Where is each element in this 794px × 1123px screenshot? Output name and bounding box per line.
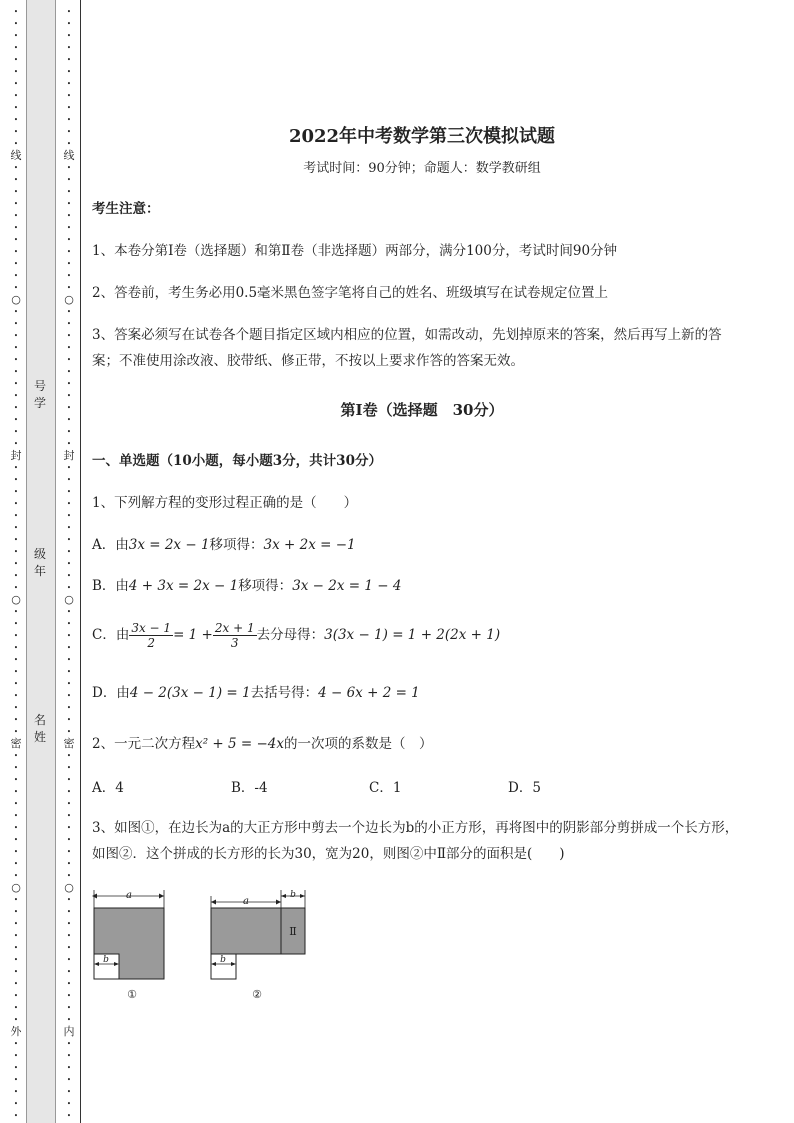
binding-dot: • — [66, 776, 72, 784]
binding-dot: • — [13, 908, 19, 916]
q1-option-a — [92, 532, 356, 558]
binding-dot: • — [13, 32, 19, 40]
binding-dot: • — [66, 476, 72, 484]
binding-dot: • — [13, 380, 19, 388]
q1-a-equation: 3x = 2x − 1 — [128, 537, 210, 553]
fig2-label-a: a — [243, 896, 249, 907]
binding-dot: • — [13, 668, 19, 676]
binding-dot: • — [66, 836, 72, 844]
binding-dot: • — [66, 656, 72, 664]
q1-a-prefix: A．由 — [92, 537, 129, 553]
binding-dot: • — [13, 512, 19, 520]
binding-dot: • — [66, 932, 72, 940]
binding-dot: • — [13, 176, 19, 184]
binding-dot: • — [66, 8, 72, 16]
exam-subtitle: 考试时间：90分钟；命题人：数学教研组 — [303, 161, 541, 176]
binding-dot: • — [66, 1076, 72, 1084]
binding-dot: • — [13, 692, 19, 700]
binding-dot: • — [66, 320, 72, 328]
binding-dot: • — [13, 500, 19, 508]
binding-dot: • — [66, 20, 72, 28]
binding-dot: • — [66, 488, 72, 496]
binding-dot: • — [66, 392, 72, 400]
binding-dot: • — [66, 1004, 72, 1012]
binding-dot: • — [13, 488, 19, 496]
binding-dot: • — [66, 704, 72, 712]
binding-dot: • — [13, 788, 19, 796]
binding-dot: • — [66, 1064, 72, 1072]
binding-dot: • — [13, 248, 19, 256]
binding-dot: • — [13, 764, 19, 772]
binding-dot: • — [66, 56, 72, 64]
binding-dot: • — [66, 548, 72, 556]
binding-dot: • — [13, 416, 19, 424]
binding-dot: • — [66, 200, 72, 208]
binding-dot: • — [13, 536, 19, 544]
q3-stem: 3、如图①，在边长为a的大正方形中剪去一个边长为b的小正方形，再将图中的阴影部分剪拼成一个长方形，如图②．这个拼成的长方形的长为30，宽为20，则图②中Ⅱ部分的面积是( ) — [92, 820, 739, 862]
binding-dot: • — [66, 608, 72, 616]
binding-dot: • — [66, 512, 72, 520]
binding-mark: ○ — [11, 881, 21, 894]
binding-dot: • — [13, 140, 19, 148]
q1-b-equation: 4 + 3x = 2x − 1 — [128, 578, 239, 594]
binding-dot: • — [13, 584, 19, 592]
q2-equation: x² + 5 = −4x — [195, 736, 285, 752]
binding-mark: ○ — [64, 293, 74, 306]
fig2-label-b-small: b — [220, 955, 226, 965]
binding-dot: • — [66, 140, 72, 148]
margin-divider — [80, 0, 81, 1123]
fig2-caption: ② — [252, 988, 262, 1001]
binding-dot: • — [66, 104, 72, 112]
binding-dot: • — [66, 956, 72, 964]
binding-dot: • — [66, 920, 72, 928]
binding-dot: • — [13, 956, 19, 964]
binding-dot: • — [13, 260, 19, 268]
binding-dot: • — [66, 212, 72, 220]
binding-dot: • — [13, 632, 19, 640]
binding-dot: • — [13, 800, 19, 808]
binding-dot: • — [66, 80, 72, 88]
binding-dot: • — [66, 236, 72, 244]
q1-d-prefix: D．由 — [92, 685, 130, 701]
binding-dot: • — [66, 716, 72, 724]
binding-dot: • — [66, 572, 72, 580]
binding-dot: • — [13, 332, 19, 340]
notes-heading: 考生注意： — [92, 201, 160, 217]
binding-dot: • — [66, 692, 72, 700]
binding-dot: • — [66, 272, 72, 280]
q3-figures — [92, 888, 322, 1008]
binding-mark: 外 — [10, 1025, 22, 1038]
binding-dot: • — [13, 164, 19, 172]
q1-option-b — [92, 573, 401, 599]
binding-dot: • — [66, 368, 72, 376]
binding-dot: • — [66, 416, 72, 424]
binding-dot: • — [66, 188, 72, 196]
binding-dot: • — [66, 908, 72, 916]
binding-dot: • — [13, 1088, 19, 1096]
binding-dot: • — [66, 788, 72, 796]
binding-dot: • — [13, 8, 19, 16]
binding-dot: • — [66, 752, 72, 760]
binding-dot: • — [66, 524, 72, 532]
binding-dot: • — [13, 80, 19, 88]
q1-b-step: 移项得： — [238, 578, 293, 594]
binding-dot: • — [66, 248, 72, 256]
binding-dot: • — [66, 44, 72, 52]
binding-dot: • — [13, 344, 19, 352]
binding-dot: • — [66, 860, 72, 868]
binding-mark: ○ — [64, 593, 74, 606]
q2-stem-prefix: 2、一元二次方程 — [92, 736, 196, 752]
binding-dot: • — [13, 368, 19, 376]
binding-dot: • — [13, 128, 19, 136]
binding-dot: • — [66, 440, 72, 448]
binding-mark: 密 — [63, 737, 75, 750]
binding-dot: • — [13, 464, 19, 472]
binding-mark: 密 — [10, 737, 22, 750]
binding-dot: • — [13, 440, 19, 448]
binding-dot: • — [13, 1076, 19, 1084]
binding-mark: 内 — [63, 1025, 75, 1038]
binding-dot: • — [13, 284, 19, 292]
section-title: 第Ⅰ卷（选择题 30分） — [340, 401, 504, 419]
binding-dot: • — [13, 44, 19, 52]
q1-d-result: 4 − 6x + 2 = 1 — [318, 685, 420, 701]
binding-dot: • — [66, 680, 72, 688]
binding-dot: • — [13, 56, 19, 64]
binding-dot: • — [13, 92, 19, 100]
binding-dot: • — [66, 260, 72, 268]
field-char: 名 — [33, 713, 46, 727]
binding-dot: • — [13, 224, 19, 232]
binding-dot: • — [13, 872, 19, 880]
q1-option-d — [92, 680, 420, 706]
binding-dot: • — [66, 308, 72, 316]
binding-dot: • — [13, 392, 19, 400]
binding-dot: • — [13, 524, 19, 532]
binding-dot: • — [13, 608, 19, 616]
q1-a-result: 3x + 2x = −1 — [263, 537, 356, 553]
binding-mark: ○ — [11, 293, 21, 306]
binding-dot: • — [13, 644, 19, 652]
binding-dot: • — [13, 1016, 19, 1024]
binding-dot: • — [66, 620, 72, 628]
binding-dot: • — [66, 500, 72, 508]
fraction-numerator: 3x − 1 — [131, 621, 172, 635]
q1-c-prefix: C．由 — [92, 627, 130, 643]
binding-mark: ○ — [11, 593, 21, 606]
binding-dot: • — [66, 224, 72, 232]
binding-dot: • — [66, 92, 72, 100]
binding-dot: • — [66, 536, 72, 544]
binding-dot: • — [13, 944, 19, 952]
binding-dot: • — [13, 704, 19, 712]
field-name — [30, 712, 50, 746]
binding-dot: • — [66, 812, 72, 820]
binding-dot: • — [66, 800, 72, 808]
binding-dot: • — [13, 812, 19, 820]
binding-dot: • — [66, 1040, 72, 1048]
q2-stem — [92, 731, 433, 757]
binding-dot: • — [13, 1112, 19, 1120]
q2-option-a: A．4 — [92, 780, 124, 796]
q1-b-result: 3x − 2x = 1 − 4 — [292, 578, 402, 594]
binding-dot: • — [66, 632, 72, 640]
fraction-denominator: 3 — [230, 636, 239, 650]
binding-dot: • — [13, 572, 19, 580]
q2-option-c: C．1 — [369, 780, 402, 796]
binding-dot: • — [13, 680, 19, 688]
binding-dot: • — [66, 176, 72, 184]
binding-dot: • — [13, 272, 19, 280]
binding-dot: • — [13, 728, 19, 736]
q1-d-equation: 4 − 2(3x − 1) = 1 — [129, 685, 251, 701]
binding-dot: • — [13, 1064, 19, 1072]
figure-1 — [92, 890, 164, 1001]
binding-dot: • — [13, 236, 19, 244]
q2-option-d: D．5 — [508, 780, 541, 796]
binding-dot: • — [13, 560, 19, 568]
binding-dot: • — [66, 992, 72, 1000]
q1-c-fraction-2 — [213, 621, 257, 650]
binding-dot: • — [66, 1052, 72, 1060]
q1-option-c — [92, 618, 500, 652]
binding-dot: • — [13, 320, 19, 328]
binding-dot: • — [66, 380, 72, 388]
note-1: 1、本卷分第Ⅰ卷（选择题）和第Ⅱ卷（非选择题）两部分，满分100分，考试时间90分钟 — [92, 243, 618, 259]
fig2-part-label: Ⅱ — [289, 925, 297, 938]
field-char: 年 — [33, 564, 46, 578]
binding-mark: 线 — [10, 149, 22, 162]
binding-dot: • — [66, 668, 72, 676]
binding-dot: • — [13, 476, 19, 484]
q1-c-step: 去分母得： — [256, 627, 325, 643]
fig1-caption: ① — [127, 988, 137, 1001]
binding-dot: • — [13, 848, 19, 856]
binding-dot: • — [13, 20, 19, 28]
binding-dot: • — [13, 776, 19, 784]
field-char: 级 — [33, 547, 46, 561]
binding-dot: • — [66, 728, 72, 736]
binding-dot: • — [66, 980, 72, 988]
binding-dot: • — [13, 824, 19, 832]
binding-dot: • — [66, 1088, 72, 1096]
binding-dot: • — [13, 992, 19, 1000]
binding-dot: • — [13, 980, 19, 988]
binding-dot: • — [66, 944, 72, 952]
field-char: 姓 — [33, 730, 46, 744]
q1-b-prefix: B．由 — [92, 578, 129, 594]
binding-dot: • — [66, 356, 72, 364]
binding-dot: • — [13, 200, 19, 208]
q1-a-step: 移项得： — [209, 537, 264, 553]
figure-2 — [211, 890, 305, 1001]
binding-dot: • — [13, 716, 19, 724]
q1-c-fraction-1 — [129, 621, 173, 650]
binding-dot: • — [13, 968, 19, 976]
binding-dot: • — [13, 1052, 19, 1060]
binding-dot: • — [13, 920, 19, 928]
binding-dot: • — [66, 824, 72, 832]
binding-dot: • — [66, 1112, 72, 1120]
binding-dot: • — [66, 764, 72, 772]
binding-dot: • — [13, 212, 19, 220]
binding-dot: • — [13, 836, 19, 844]
fraction-denominator: 2 — [147, 636, 156, 650]
fig2-label-b: b — [290, 890, 296, 900]
binding-dot: • — [13, 896, 19, 904]
binding-dot: • — [66, 1100, 72, 1108]
binding-mark: ○ — [64, 881, 74, 894]
binding-dot: • — [66, 428, 72, 436]
binding-dot: • — [13, 932, 19, 940]
binding-dot: • — [13, 428, 19, 436]
fig1-label-b: b — [103, 955, 109, 965]
note-2: 2、答卷前，考生务必用0.5毫米黑色签字笔将自己的姓名、班级填写在试卷规定位置上 — [92, 285, 609, 301]
field-student-id — [30, 378, 50, 412]
binding-dot: • — [66, 848, 72, 856]
binding-dot: • — [13, 752, 19, 760]
binding-dot: • — [13, 548, 19, 556]
binding-dot: • — [13, 404, 19, 412]
binding-dot: • — [66, 68, 72, 76]
q1-c-result: 3(3x − 1) = 1 + 2(2x + 1) — [324, 627, 501, 643]
field-char: 学 — [33, 396, 46, 410]
binding-dot: • — [66, 128, 72, 136]
binding-dot: • — [13, 68, 19, 76]
binding-dot: • — [66, 164, 72, 172]
binding-dot: • — [66, 344, 72, 352]
fraction-numerator: 2x + 1 — [214, 621, 255, 635]
binding-margin — [0, 0, 84, 1123]
binding-dot: • — [13, 104, 19, 112]
part-heading: 一、单选题（10小题，每小题3分，共计30分） — [92, 453, 382, 469]
binding-dot: • — [66, 968, 72, 976]
fig1-label-a: a — [126, 890, 132, 901]
binding-dot: • — [13, 356, 19, 364]
q1-stem: 1、下列解方程的变形过程正确的是（ ） — [92, 495, 358, 511]
binding-dot: • — [66, 872, 72, 880]
binding-dot: • — [13, 860, 19, 868]
q1-d-step: 去括号得： — [250, 685, 319, 701]
field-char: 号 — [33, 379, 46, 393]
binding-mark: 封 — [10, 449, 22, 462]
binding-dot: • — [13, 620, 19, 628]
binding-dot: • — [66, 116, 72, 124]
binding-dot: • — [66, 464, 72, 472]
binding-dot: • — [13, 188, 19, 196]
left-dot-column — [10, 0, 22, 1123]
binding-dot: • — [66, 560, 72, 568]
binding-dot: • — [13, 1100, 19, 1108]
binding-dot: • — [66, 644, 72, 652]
binding-dot: • — [66, 1016, 72, 1024]
binding-dot: • — [66, 284, 72, 292]
binding-mark: 线 — [63, 149, 75, 162]
binding-dot: • — [66, 584, 72, 592]
binding-dot: • — [66, 332, 72, 340]
q1-c-equals: = 1 + — [173, 627, 213, 643]
binding-dot: • — [13, 1040, 19, 1048]
binding-dot: • — [13, 308, 19, 316]
field-class — [30, 546, 50, 580]
note-3: 3、答案必须写在试卷各个题目指定区域内相应的位置，如需改动，先划掉原来的答案，然后再写上新的答案；不准使用涂改液、胶带纸、修正带，不按以上要求作答的答案无效。 — [92, 327, 722, 369]
q2-option-b: B．-4 — [231, 780, 268, 796]
q2-stem-suffix: 的一次项的系数是（ ） — [284, 736, 433, 752]
page-title: 2022年中考数学第三次模拟试题 — [288, 126, 556, 147]
binding-mark: 封 — [63, 449, 75, 462]
right-dot-column — [63, 0, 75, 1123]
binding-dot: • — [13, 1004, 19, 1012]
binding-dot: • — [13, 656, 19, 664]
binding-dot: • — [66, 32, 72, 40]
binding-dot: • — [66, 404, 72, 412]
binding-dot: • — [13, 116, 19, 124]
binding-dot: • — [66, 896, 72, 904]
